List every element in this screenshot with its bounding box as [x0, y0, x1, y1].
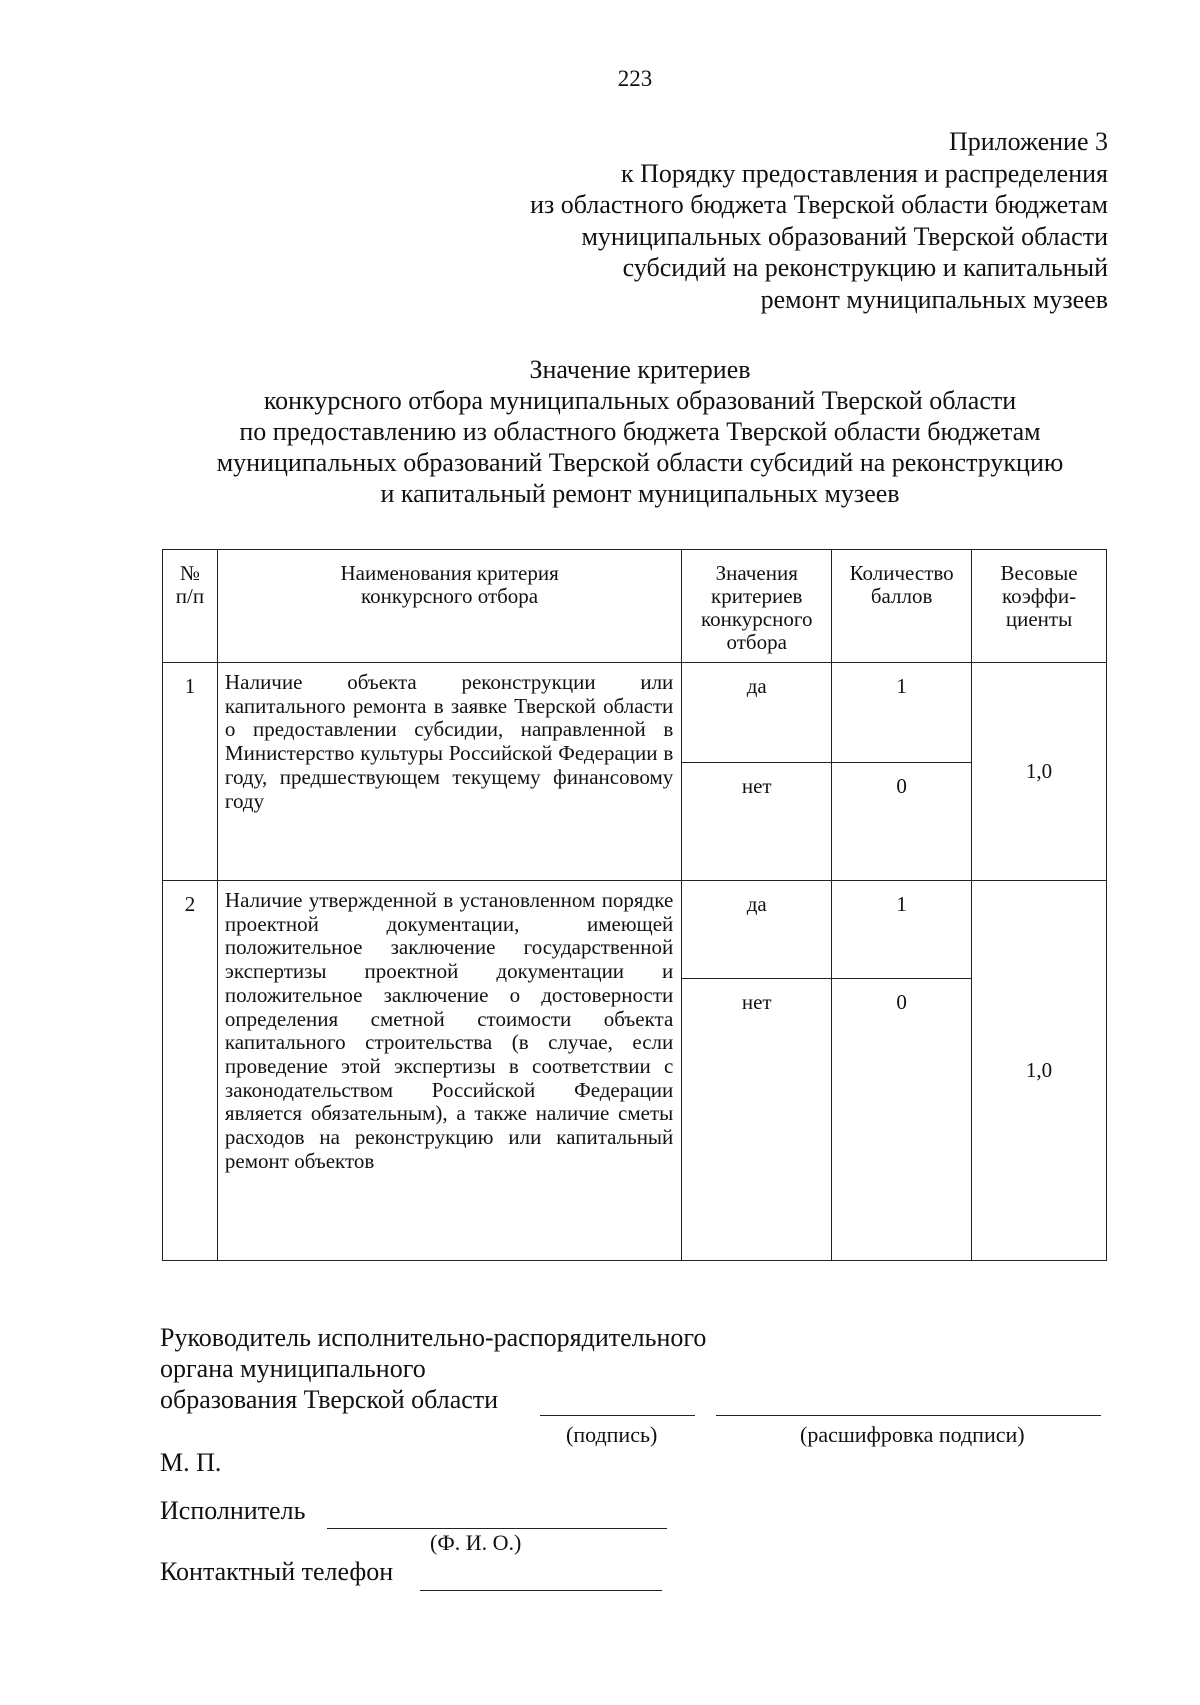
- appendix-line: Приложение 3: [948, 127, 1108, 156]
- title-line: Значение критериев: [529, 355, 751, 384]
- value-yes: да: [682, 881, 832, 979]
- fio-caption: (Ф. И. О.): [430, 1530, 522, 1555]
- row-number: 1: [163, 663, 218, 881]
- head-line: органа муниципального: [160, 1354, 426, 1383]
- signature-decoding-line: [716, 1415, 1101, 1416]
- table-row: [163, 881, 1107, 979]
- page-number: 223: [617, 66, 653, 91]
- header-criterion-name: Наименования критерия конкурсного отбора: [217, 550, 681, 663]
- header-criterion-values: Значения критериев конкурсного отбора: [682, 550, 832, 663]
- criteria-table: [162, 549, 1107, 1261]
- score-no: 0: [832, 979, 972, 1261]
- value-no: нет: [682, 979, 832, 1261]
- head-line: Руководитель исполнительно-распорядительного: [160, 1323, 707, 1352]
- score-no: 0: [832, 763, 972, 881]
- criterion-text: Наличие утвержденной в установленном порядке проектной документации, имеющей положительное заключение государственной экспертизы проектной документации и положительное заключение о достоверности определения сметной стоимости объекта капитального строительства (в случае, если проведение этой экспертизы в соответствии с законодательством Российской Федерации является обязательным), а также наличие сметы расходов на реконструкцию или капитальный ремонт объектов: [217, 881, 681, 1261]
- seal-label: М. П.: [160, 1448, 222, 1477]
- signature-decoding-caption: (расшифровка подписи): [800, 1422, 1025, 1447]
- title-line: конкурсного отбора муниципальных образований Тверской области: [263, 386, 1017, 415]
- weight-coefficient: 1,0: [972, 663, 1107, 881]
- row-number: 2: [163, 881, 218, 1261]
- header-weight: Весовые коэффи- циенты: [972, 550, 1107, 663]
- score-yes: 1: [832, 663, 972, 763]
- appendix-header: [530, 126, 1108, 315]
- document-title: [160, 354, 1120, 509]
- weight-coefficient: 1,0: [972, 881, 1107, 1261]
- appendix-line: из областного бюджета Тверской области бюджетам: [530, 190, 1108, 219]
- header-score: Количество баллов: [832, 550, 972, 663]
- signature-caption: (подпись): [566, 1422, 658, 1447]
- value-no: нет: [682, 763, 832, 881]
- phone-line: [420, 1590, 662, 1591]
- phone-label: Контактный телефон: [160, 1557, 394, 1586]
- signature-line: [540, 1415, 695, 1416]
- table-row: [163, 663, 1107, 763]
- table-header-row: [163, 550, 1107, 663]
- value-yes: да: [682, 663, 832, 763]
- signature-head-block: [160, 1322, 706, 1415]
- appendix-line: муниципальных образований Тверской области: [581, 221, 1108, 251]
- title-line: по предоставлению из областного бюджета Тверской области бюджетам: [239, 417, 1041, 446]
- executor-line: [327, 1528, 667, 1529]
- title-line: муниципальных образований Тверской области субсидий на реконструкцию: [216, 448, 1064, 477]
- head-line: образования Тверской области: [160, 1385, 499, 1414]
- score-yes: 1: [832, 881, 972, 979]
- criterion-text: Наличие объекта реконструкции или капитального ремонта в заявке Тверской области о предоставлении субсидии, направленной в Министерство культуры Российской Федерации в году, предшествующем текущему финансовому году: [217, 663, 681, 881]
- appendix-line: к Порядку предоставления и распределения: [620, 158, 1108, 188]
- title-line: и капитальный ремонт муниципальных музеев: [380, 479, 900, 508]
- appendix-line: субсидий на реконструкцию и капитальный: [622, 253, 1108, 282]
- appendix-line: ремонт муниципальных музеев: [760, 284, 1108, 314]
- header-num: № п/п: [163, 550, 218, 663]
- executor-label: Исполнитель: [160, 1496, 306, 1525]
